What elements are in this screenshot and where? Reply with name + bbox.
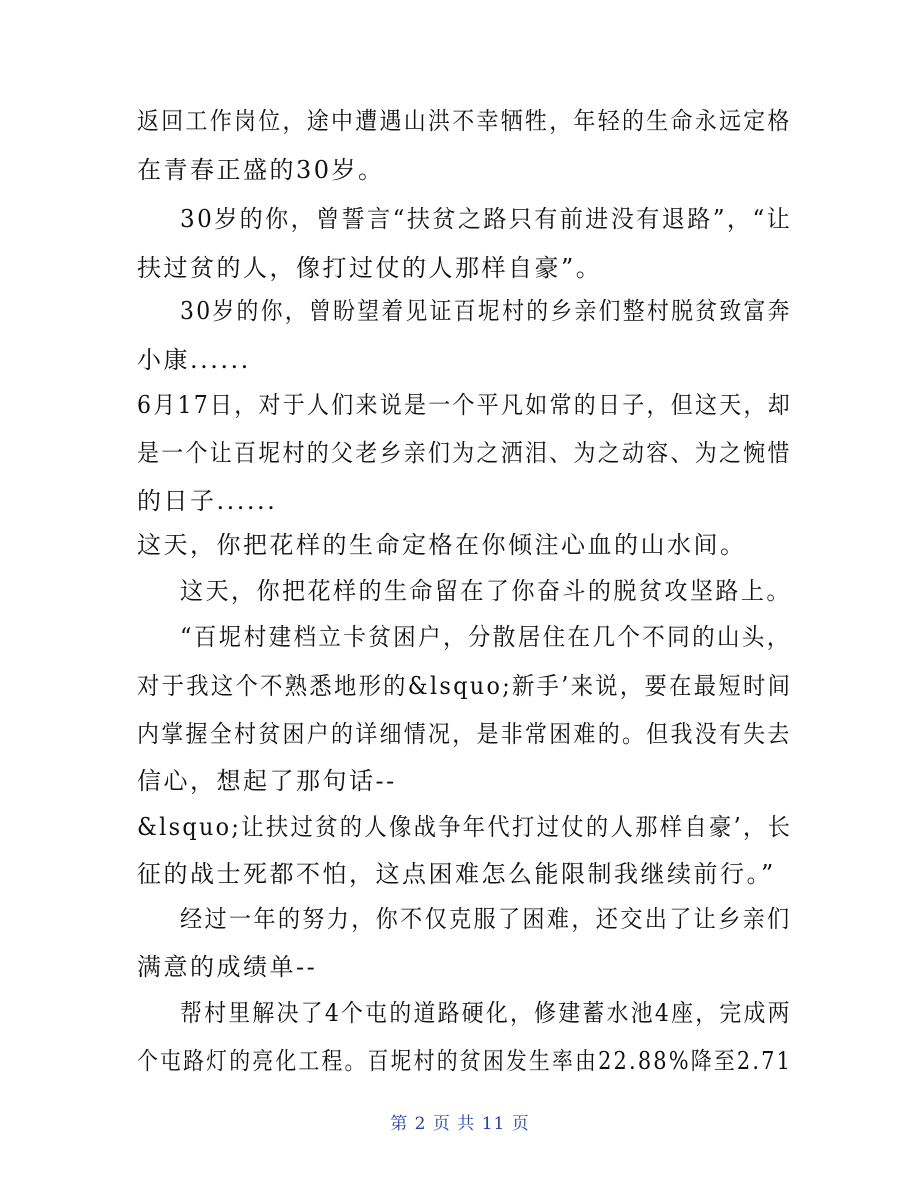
- text-line: 征的战士死都不怕，这点困难怎么能限制我继续前行。”: [137, 860, 776, 888]
- text-line: 30岁的你，曾盼望着见证百坭村的乡亲们整村脱贫致富奔: [180, 297, 792, 325]
- text-line: 在青春正盛的30岁。: [137, 156, 385, 184]
- text-line: 小康......: [137, 346, 251, 374]
- text-line: &lsquo;让扶过贫的人像战争年代打过仗的人那样自豪’，长: [137, 813, 793, 841]
- text-line: 这天，你把花样的生命定格在你倾注心血的山水间。: [137, 531, 747, 559]
- page-number: 第 2 页 共 11 页: [390, 1114, 530, 1134]
- text-line: 信心，想起了那句话--: [137, 767, 397, 795]
- text-line: 6月17日，对于人们来说是一个平凡如常的日子，但这天，却: [137, 391, 792, 419]
- text-line: 内掌握全村贫困户的详细情况，是非常困难的。但我没有失去: [137, 720, 792, 748]
- text-line: 对于我这个不熟悉地形的&lsquo;新手’来说，要在最短时间: [137, 672, 793, 700]
- text-line: 返回工作岗位，途中遭遇山洪不幸牺牲，年轻的生命永远定格: [137, 107, 792, 135]
- text-line: 帮村里解决了4个屯的道路硬化，修建蓄水池4座，完成两: [180, 999, 792, 1027]
- text-line: 扶过贫的人，像打过仗的人那样自豪”。: [137, 254, 603, 282]
- text-line: 是一个让百坭村的父老乡亲们为之洒泪、为之动容、为之惋惜: [137, 439, 792, 467]
- text-line: 这天，你把花样的生命留在了你奋斗的脱贫攻坚路上。: [180, 577, 792, 605]
- text-line: “百坭村建档立卡贫困户，分散居住在几个不同的山头，: [180, 623, 792, 651]
- text-line: 的日子......: [137, 487, 278, 515]
- text-line: 个屯路灯的亮化工程。百坭村的贫困发生率由22.88%降至2.71: [137, 1047, 793, 1075]
- text-line: 30岁的你，曾誓言“扶贫之路只有前进没有退路”，“让: [180, 205, 793, 233]
- text-line: 经过一年的努力，你不仅克服了困难，还交出了让乡亲们: [180, 905, 792, 933]
- text-line: 满意的成绩单--: [137, 953, 318, 981]
